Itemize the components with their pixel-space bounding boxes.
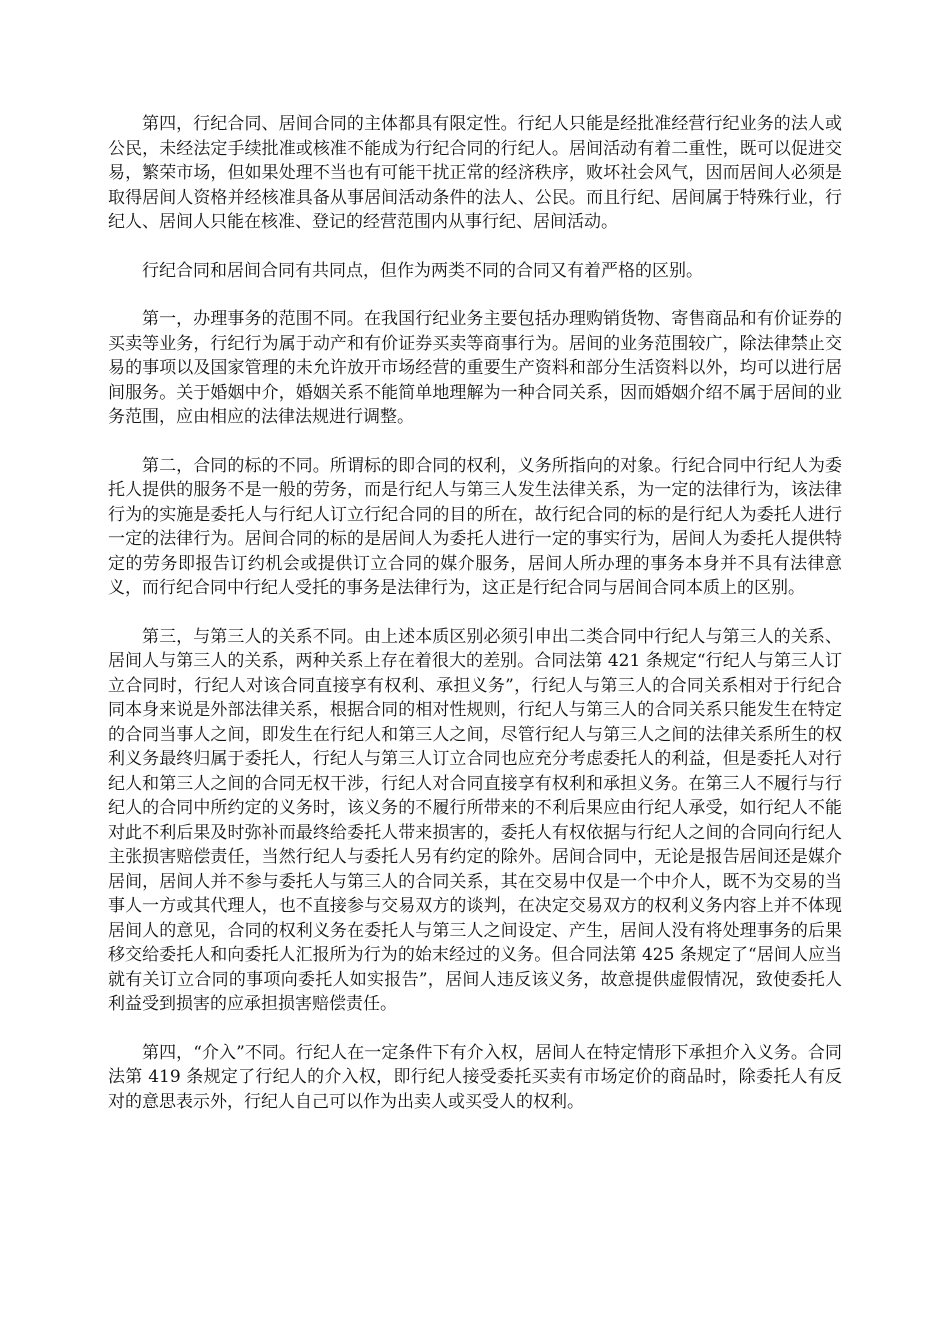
paragraph-subject-limitation: 第四，行纪合同、居间合同的主体都具有限定性。行纪人只能是经批准经营行纪业务的法人或公民，未经法定手续批准或核准不能成为行纪合同的行纪人。居间活动有着二重性，既可以促进交易，繁荣市场，但如果处理不当也有可能干扰正常的经济秩序，败坏社会风气，因而居间人必须是取得居间人资格并经核准具备从事居间活动条件的法人、公民。而且行纪、居间属于特殊行业，行纪人、居间人只能在核准、登记的经营范围内从事行纪、居间活动。: [108, 114, 842, 232]
paragraph-differences-intro: 行纪合同和居间合同有共同点，但作为两类不同的合同又有着严格的区别。: [142, 260, 703, 281]
document-body: [108, 112, 842, 1138]
paragraph-intervention-difference: 第四，“介入”不同。行纪人在一定条件下有介入权，居间人在特定情形下承担介入义务。合同法第 419 条规定了行纪人的介入权，即行纪人接受委托买卖有市场定价的商品时，除委托人有反对的意思表示外，行纪人自己可以作为出卖人或买受人的权利。: [108, 1042, 842, 1112]
paragraph-scope-difference: 第一，办理事务的范围不同。在我国行纪业务主要包括办理购销货物、寄售商品和有价证券的买卖等业务，行纪行为属于动产和有价证券买卖等商事行为。居间的业务范围较广，除法律禁止交易的事项以及国家管理的未允许放开市场经营的重要生产资料和部分生活资料以外，均可以进行居间服务。关于婚姻中介，婚姻关系不能简单地理解为一种合同关系，因而婚姻介绍不属于居间的业务范围，应由相应的法律法规进行调整。: [108, 309, 842, 427]
paragraph-object-difference: 第二，合同的标的不同。所谓标的即合同的权利，义务所指向的对象。行纪合同中行纪人为委托人提供的服务不是一般的劳务，而是行纪人与第三人发生法律关系，为一定的法律行为，该法律行为的实施是委托人与行纪人订立行纪合同的目的所在，故行纪合同的标的是行纪人为委托人进行一定的法律行为。居间合同的标的是居间人为委托人进行一定的事实行为，居间人为委托人提供特定的劳务即报告订约机会或提供订立合同的媒介服务，居间人所办理的事务本身并不具有法律意义，而行纪合同中行纪人受托的事务是法律行为，这正是行纪合同与居间合同本质上的区别。: [108, 455, 842, 598]
paragraph-third-party-difference: 第三，与第三人的关系不同。由上述本质区别必须引申出二类合同中行纪人与第三人的关系、居间人与第三人的关系，两种关系上存在着很大的差别。合同法第 421 条规定“行纪人与第三人订立合同时，行纪人对该合同直接享有权利、承担义务”，行纪人与第三人的合同关系相对于行纪合同本身来说是外部法律关系，根据合同的相对性规则，行纪人与第三人的合同关系只能发生在特定的合同当事人之间，即发生在行纪人和第三人之间，尽管行纪人与第三人之间的法律关系所生的权利义务最终归属于委托人，行纪人与第三人订立合同也应充分考虑委托人的利益，但是委托人对行纪人和第三人之间的合同无权干涉，行纪人对合同直接享有权利和承担义务。在第三人不履行与行纪人的合同中所约定的义务时，该义务的不履行所带来的不利后果应由行纪人承受，如行纪人不能对此不利后果及时弥补而最终给委托人带来损害的，委托人有权依据与行纪人之间的合同向行纪人主张损害赔偿责任，当然行纪人与委托人另有约定的除外。居间合同中，无论是报告居间还是媒介居间，居间人并不参与委托人与第三人的合同关系，其在交易中仅是一个中介人，既不为交易的当事人一方或其代理人，也不直接参与交易双方的谈判，在决定交易双方的权利义务内容上并不体现居间人的意见，合同的权利义务在委托人与第三人之间设定、产生，居间人没有将处理事务的后果移交给委托人和向委托人汇报所为行为的始末经过的义务。但合同法第 425 条规定了“居间人应当就有关订立合同的事项向委托人如实报告”，居间人违反该义务，故意提供虚假情况，致使委托人利益受到损害的应承担损害赔偿责任。: [108, 626, 842, 1014]
